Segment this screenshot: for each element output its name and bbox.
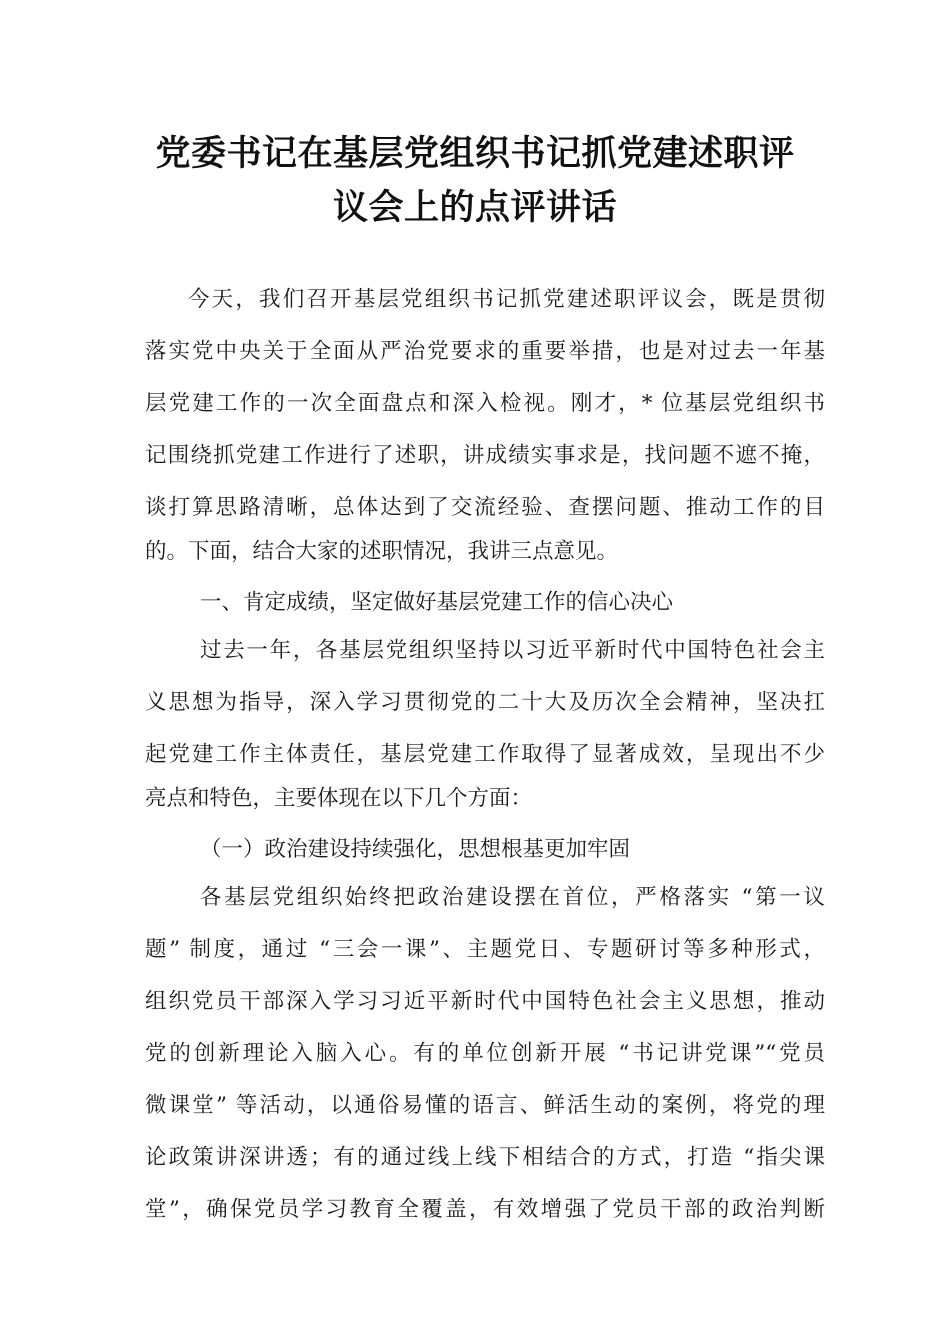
paragraph-achievements-line-2: 义思想为指导，深入学习贯彻党的二十大及历次全会精神，坚决扛 <box>145 690 825 715</box>
document-title-line-2: 议会上的点评讲话 <box>332 188 617 228</box>
paragraph-political-line-7: 堂”，确保党员学习教育全覆盖，有效增强了党员干部的政治判断 <box>145 1197 825 1222</box>
paragraph-intro-line-3: 层党建工作的一次全面盘点和深入检视。刚才，* 位基层党组织书 <box>145 391 825 416</box>
document-title-line-1: 党委书记在基层党组织书记抓党建述职评 <box>155 134 795 174</box>
paragraph-intro-line-4: 记围绕抓党建工作进行了述职，讲成绩实事求是，找问题不遮不掩， <box>145 443 825 468</box>
section-heading-1: 一、肯定成绩，坚定做好基层党建工作的信心决心 <box>200 590 674 615</box>
paragraph-political-line-5: 微课堂” 等活动，以通俗易懂的语言、鲜活生动的案例，将党的理 <box>145 1093 825 1118</box>
paragraph-political-line-1: 各基层党组织始终把政治建设摆在首位，严格落实 “第一议 <box>200 885 825 910</box>
paragraph-political-line-4: 党的创新理论入脑入心。有的单位创新开展 “书记讲党课”“党员 <box>145 1041 825 1066</box>
subsection-heading-1: （一）政治建设持续强化，思想根基更加牢固 <box>200 837 631 862</box>
paragraph-political-line-3: 组织党员干部深入学习习近平新时代中国特色社会主义思想，推动 <box>145 989 825 1014</box>
paragraph-achievements-line-4: 亮点和特色，主要体现在以下几个方面： <box>145 786 533 811</box>
paragraph-political-line-2: 题” 制度，通过 “三会一课”、主题党日、专题研讨等多种形式， <box>145 937 825 962</box>
paragraph-political-line-6: 论政策讲深讲透；有的通过线上线下相结合的方式，打造 “指尖课 <box>145 1145 825 1170</box>
paragraph-intro-line-2: 落实党中央关于全面从严治党要求的重要举措，也是对过去一年基 <box>145 339 825 364</box>
paragraph-achievements-line-3: 起党建工作主体责任，基层党建工作取得了显著成效，呈现出不少 <box>145 742 825 767</box>
paragraph-intro-line-6: 的。下面，结合大家的述职情况，我讲三点意见。 <box>145 539 619 564</box>
paragraph-achievements-line-1: 过去一年，各基层党组织坚持以习近平新时代中国特色社会主 <box>200 638 825 663</box>
paragraph-intro-line-5: 谈打算思路清晰，总体达到了交流经验、查摆问题、推动工作的目 <box>145 495 825 520</box>
paragraph-intro-line-1: 今天，我们召开基层党组织书记抓党建述职评议会，既是贯彻 <box>188 287 825 312</box>
